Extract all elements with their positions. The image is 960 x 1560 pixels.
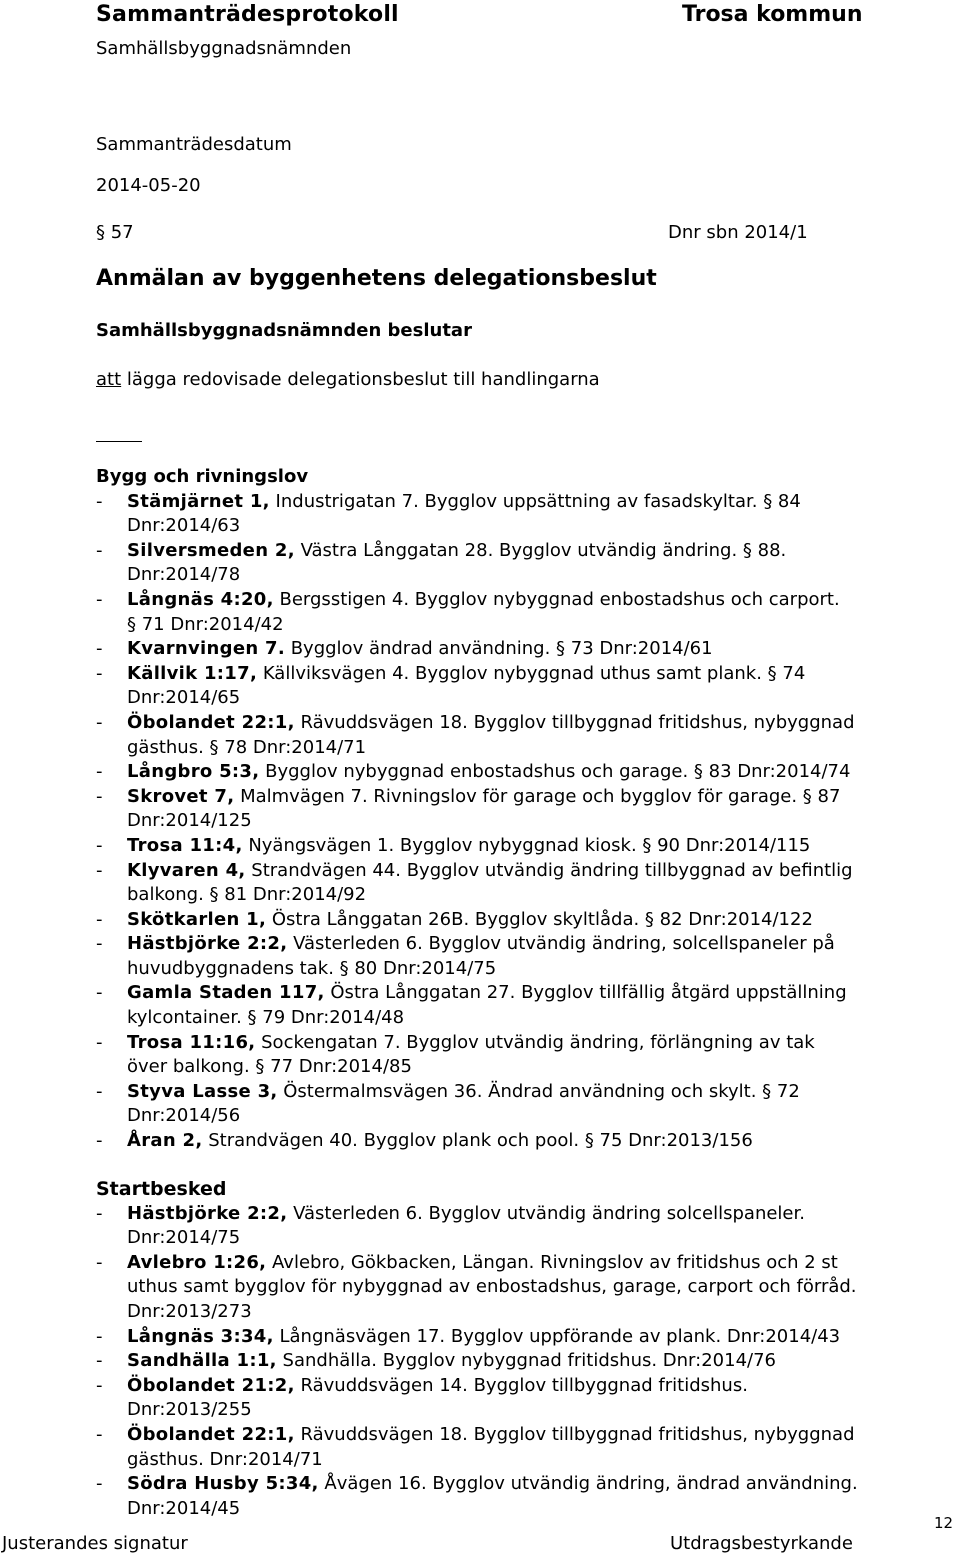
list-item-line: [127, 613, 956, 638]
signature-label: Justerandes signatur: [2, 1533, 188, 1554]
list-bullet: -: [96, 662, 103, 684]
list-bullet: -: [96, 1251, 103, 1273]
list-item-line: [127, 637, 956, 662]
list-item-line: [127, 736, 956, 761]
list-item-line: [127, 1448, 956, 1473]
list-item: [96, 932, 956, 981]
item-text: uthus samt bygglov för nybyggnad av enbostadshus, garage, carport och förråd.: [127, 1276, 857, 1298]
item-text: Östra Långgatan 26B. Bygglov skyltlåda. § 82 Dnr:2014/122: [266, 908, 813, 930]
list-item: [96, 1374, 956, 1423]
item-text: kylcontainer. § 79 Dnr:2014/48: [127, 1007, 405, 1029]
list-bullet: -: [96, 1423, 103, 1445]
paragraph-title: Anmälan av byggenhetens delegationsbeslut: [96, 266, 657, 291]
property-name: Sandhälla 1:1,: [127, 1350, 277, 1372]
item-text: Malmvägen 7. Rivningslov för garage och bygglov för garage. § 87: [234, 785, 841, 807]
decision-body: lägga redovisade delegationsbeslut till handlingarna: [121, 369, 600, 390]
paragraph-number: § 57: [96, 222, 134, 243]
list-bullet: -: [96, 785, 103, 807]
list-item: [96, 859, 956, 908]
list-item-line: [127, 1300, 956, 1325]
item-text: Dnr:2014/45: [127, 1497, 241, 1519]
list-item: [96, 981, 956, 1030]
item-text: huvudbyggnadens tak. § 80 Dnr:2014/75: [127, 957, 497, 979]
list-item-line: [127, 785, 956, 810]
list-item: [96, 785, 956, 834]
property-name: Styva Lasse 3,: [127, 1080, 278, 1102]
list-item: [96, 1251, 956, 1325]
list-item: [96, 711, 956, 760]
list-item-line: [127, 686, 956, 711]
item-text: § 71 Dnr:2014/42: [127, 613, 284, 635]
list-bullet: -: [96, 588, 103, 610]
item-text: Rävuddsvägen 18. Bygglov tillbyggnad fritidshus, nybyggnad: [294, 711, 855, 733]
item-text: Västra Långgatan 28. Bygglov utvändig ändring. § 88.: [294, 539, 787, 561]
list-item-line: [127, 932, 956, 957]
property-name: Hästbjörke 2:2,: [127, 933, 288, 955]
list-item-line: [127, 1226, 956, 1251]
list-item-line: [127, 490, 956, 515]
property-name: Silversmeden 2,: [127, 539, 295, 561]
property-name: Kvarnvingen 7.: [127, 638, 285, 660]
list-item-line: [127, 1104, 956, 1129]
item-text: Industrigatan 7. Bygglov uppsättning av fasadskyltar. § 84: [269, 490, 801, 512]
list-bullet: -: [96, 933, 103, 955]
property-name: Öbolandet 22:1,: [127, 1423, 295, 1445]
property-name: Åran 2,: [127, 1130, 203, 1152]
list-bullet: -: [96, 490, 103, 512]
list-item-line: [127, 1398, 956, 1423]
list-item-line: [127, 514, 956, 539]
list-bullet: -: [96, 638, 103, 660]
item-text: Rävuddsvägen 14. Bygglov tillbyggnad fritidshus.: [294, 1374, 748, 1396]
decision-att: att: [96, 369, 122, 390]
list-bullet: -: [96, 982, 103, 1004]
item-text: Sockengatan 7. Bygglov utvändig ändring, förlängning av tak: [255, 1031, 815, 1053]
list-item-line: [127, 760, 956, 785]
item-text: Dnr:2014/65: [127, 687, 241, 709]
property-name: Skrovet 7,: [127, 785, 235, 807]
list-bullet: -: [96, 1080, 103, 1102]
list-item-line: [127, 834, 956, 859]
list-bullet: -: [96, 539, 103, 561]
list-item-line: [127, 662, 956, 687]
list-item-line: [127, 1055, 956, 1080]
item-text: Strandvägen 44. Bygglov utvändig ändring tillbyggnad av befintlig: [245, 859, 853, 881]
list-bullet: -: [96, 711, 103, 733]
list-item-line: [127, 1251, 956, 1276]
item-text: Dnr:2014/125: [127, 810, 252, 832]
document-type: Sammanträdesprotokoll: [96, 2, 399, 27]
property-name: Öbolandet 21:2,: [127, 1374, 295, 1396]
list-item-line: [127, 809, 956, 834]
list-item-line: [127, 908, 956, 933]
list-item-line: [127, 539, 956, 564]
list-item: [96, 1472, 956, 1521]
separator-line: [96, 441, 142, 442]
list-bullet: -: [96, 1374, 103, 1396]
item-text: Dnr:2014/56: [127, 1105, 241, 1127]
property-name: Långnäs 3:34,: [127, 1325, 274, 1347]
list-item-line: [127, 1275, 956, 1300]
list-bullet: -: [96, 761, 103, 783]
item-text: gästhus. § 78 Dnr:2014/71: [127, 736, 367, 758]
list-bullet: -: [96, 1031, 103, 1053]
list-item: [96, 1031, 956, 1080]
item-text: Strandvägen 40. Bygglov plank och pool. § 75 Dnr:2013/156: [202, 1130, 753, 1152]
list-item-line: [127, 1497, 956, 1522]
organisation-name: Trosa kommun: [682, 2, 863, 27]
item-text: Västerleden 6. Bygglov utvändig ändring solcellspaneler.: [287, 1202, 805, 1224]
item-text: Dnr:2013/255: [127, 1399, 252, 1421]
certificate-label: Utdragsbestyrkande: [670, 1533, 853, 1554]
meeting-date-label: Sammanträdesdatum: [96, 134, 292, 155]
property-name: Trosa 11:16,: [127, 1031, 256, 1053]
list-item: [96, 834, 956, 859]
list-item: [96, 588, 956, 637]
list-bullet: -: [96, 908, 103, 930]
item-text: Bygglov ändrad användning. § 73 Dnr:2014/61: [284, 638, 713, 660]
decision-heading: Samhällsbyggnadsnämnden beslutar: [96, 320, 472, 341]
list-item-line: [127, 1325, 956, 1350]
item-text: Bergsstigen 4. Bygglov nybyggnad enbostadshus och carport.: [273, 588, 840, 610]
list-item: [96, 1080, 956, 1129]
item-text: Sandhälla. Bygglov nybyggnad fritidshus. Dnr:2014/76: [276, 1350, 776, 1372]
item-text: Bygglov nybyggnad enbostadshus och garage. § 83 Dnr:2014/74: [259, 761, 851, 783]
list-item-line: [127, 1006, 956, 1031]
property-name: Öbolandet 22:1,: [127, 711, 295, 733]
list-item-line: [127, 1080, 956, 1105]
list-bullet: -: [96, 1473, 103, 1495]
list-item: [96, 490, 956, 539]
item-text: Nyängsvägen 1. Bygglov nybyggnad kiosk. § 90 Dnr:2014/115: [242, 834, 811, 856]
list-item-line: [127, 1202, 956, 1227]
item-text: Dnr:2014/63: [127, 515, 241, 537]
item-text: Östermalmsvägen 36. Ändrad användning och skylt. § 72: [277, 1080, 800, 1102]
decision-list: [96, 1202, 956, 1522]
item-text: Västerleden 6. Bygglov utvändig ändring, solcellspaneler på: [287, 933, 835, 955]
section-heading: Startbesked: [96, 1178, 227, 1200]
list-item-line: [127, 1129, 956, 1154]
item-text: Källviksvägen 4. Bygglov nybyggnad uthus samt plank. § 74: [257, 662, 806, 684]
list-item-line: [127, 1031, 956, 1056]
property-name: Södra Husby 5:34,: [127, 1473, 319, 1495]
decision-list: [96, 490, 956, 1154]
item-text: balkong. § 81 Dnr:2014/92: [127, 884, 367, 906]
list-item-line: [127, 883, 956, 908]
list-item: [96, 1202, 956, 1251]
list-bullet: -: [96, 834, 103, 856]
property-name: Långnäs 4:20,: [127, 588, 274, 610]
list-bullet: -: [96, 1350, 103, 1372]
property-name: Källvik 1:17,: [127, 662, 258, 684]
item-text: Dnr:2013/273: [127, 1300, 252, 1322]
item-text: över balkong. § 77 Dnr:2014/85: [127, 1056, 412, 1078]
list-item-line: [127, 957, 956, 982]
page-number: 12: [934, 1514, 954, 1532]
list-item-line: [127, 588, 956, 613]
list-item: [96, 1349, 956, 1374]
item-text: Långnäsvägen 17. Bygglov uppförande av plank. Dnr:2014/43: [273, 1325, 841, 1347]
list-item: [96, 1423, 956, 1472]
list-item: [96, 637, 956, 662]
decision-text: [96, 369, 600, 390]
section-heading: Bygg och rivningslov: [96, 466, 309, 487]
list-item-line: [127, 711, 956, 736]
list-bullet: -: [96, 1325, 103, 1347]
property-name: Klyvaren 4,: [127, 859, 246, 881]
list-item-line: [127, 981, 956, 1006]
list-item-line: [127, 1423, 956, 1448]
item-text: Rävuddsvägen 18. Bygglov tillbyggnad fritidshus, nybyggnad: [294, 1423, 855, 1445]
property-name: Skötkarlen 1,: [127, 908, 267, 930]
list-bullet: -: [96, 1130, 103, 1152]
property-name: Långbro 5:3,: [127, 761, 260, 783]
paragraph-dnr: Dnr sbn 2014/1: [668, 222, 808, 243]
bygg-och-rivningslov-section: [96, 465, 956, 1154]
item-text: Dnr:2014/75: [127, 1227, 241, 1249]
list-item: [96, 662, 956, 711]
property-name: Trosa 11:4,: [127, 834, 243, 856]
list-item: [96, 539, 956, 588]
list-item: [96, 1325, 956, 1350]
item-text: Avlebro, Gökbacken, Längan. Rivningslov av fritidshus och 2 st: [266, 1251, 838, 1273]
list-item-line: [127, 563, 956, 588]
list-item: [96, 908, 956, 933]
property-name: Avlebro 1:26,: [127, 1251, 267, 1273]
list-item: [96, 760, 956, 785]
list-item-line: [127, 1349, 956, 1374]
property-name: Hästbjörke 2:2,: [127, 1202, 288, 1224]
item-text: gästhus. Dnr:2014/71: [127, 1448, 323, 1470]
list-bullet: -: [96, 1202, 103, 1224]
list-item-line: [127, 859, 956, 884]
list-item-line: [127, 1472, 956, 1497]
committee-name: Samhällsbyggnadsnämnden: [96, 38, 352, 59]
item-text: Åvägen 16. Bygglov utvändig ändring, ändrad användning.: [318, 1473, 858, 1495]
item-text: Dnr:2014/78: [127, 564, 241, 586]
startbesked-section: [96, 1177, 956, 1521]
property-name: Gamla Staden 117,: [127, 982, 325, 1004]
list-item-line: [127, 1374, 956, 1399]
item-text: Östra Långgatan 27. Bygglov tillfällig åtgärd uppställning: [324, 982, 847, 1004]
list-bullet: -: [96, 859, 103, 881]
list-item: [96, 1129, 956, 1154]
meeting-date: 2014-05-20: [96, 175, 201, 196]
property-name: Stämjärnet 1,: [127, 490, 270, 512]
